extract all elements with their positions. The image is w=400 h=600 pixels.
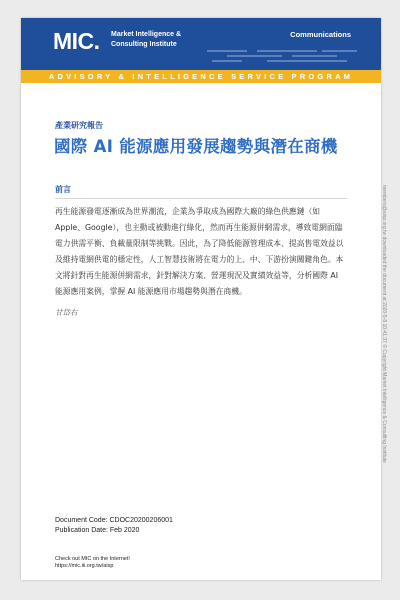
preface-line: 能源應用案例，掌握 AI 能源應用市場趨勢與潛在商機。 [55, 287, 247, 296]
report-title: 國際 AI 能源應用發展趨勢與潛在商機 [54, 137, 338, 156]
preface-heading: 前言 [55, 185, 71, 194]
preface-line: 電力供需平衡、負載量限制等挑戰。因此，為了降低能源管理成本、提高售電效益以 [55, 239, 344, 248]
mic-logo: MIC. [53, 28, 100, 54]
stripe [212, 60, 242, 62]
download-watermark: members@aisp.org.tw downloaded the document at 2020-5-8 10:41:37 © Copyright Market Intelligence & Consulting Institute [381, 185, 387, 463]
stripe [322, 50, 357, 52]
header-bar [21, 18, 381, 70]
preface-line: 再生能源發電逐漸成為世界潮流，企業為爭取成為國際大廠的綠色供應鏈（如 [55, 207, 321, 216]
decorative-stripes [207, 48, 357, 62]
website-note [55, 556, 130, 570]
program-banner: ADVISORY & INTELLIGENCE SERVICE PROGRAM [48, 72, 354, 81]
preface-line: Apple、Google），也主動或被動進行綠化，然而再生能源併網需求，導致電網面臨 [55, 223, 343, 232]
stripe [227, 55, 282, 57]
document-code: Document Code: CDOC20200206001 [55, 517, 173, 524]
org-name-line2: Consulting Institute [111, 41, 177, 48]
section-divider [55, 198, 347, 199]
preface-line: 及維持電網供電的穩定性，人工智慧技術將在電力的上、中、下游扮演關鍵角色。本 [55, 255, 344, 264]
document-meta [55, 516, 173, 536]
preface-line: 文將針對再生能源併網需求，針對解決方案、營運現況及實績效益等，分析國際 AI [55, 271, 338, 280]
org-name [111, 30, 181, 50]
org-name-line1: Market Intelligence & [111, 31, 182, 38]
category-label: Communications [290, 30, 351, 39]
report-type-label: 產業研究報告 [55, 121, 103, 130]
stripe [292, 55, 337, 57]
preface-body [55, 204, 351, 300]
website-link[interactable]: https://mic.iii.org.tw/aisp [55, 563, 114, 569]
stripe [267, 60, 347, 62]
website-note-text: Check out MIC on the Internet! [55, 556, 130, 562]
report-cover-page [21, 18, 381, 580]
stripe [257, 50, 317, 52]
author-name: 甘岱右 [55, 308, 78, 317]
publication-date: Publication Date: Feb 2020 [55, 527, 140, 534]
stripe [207, 50, 247, 52]
